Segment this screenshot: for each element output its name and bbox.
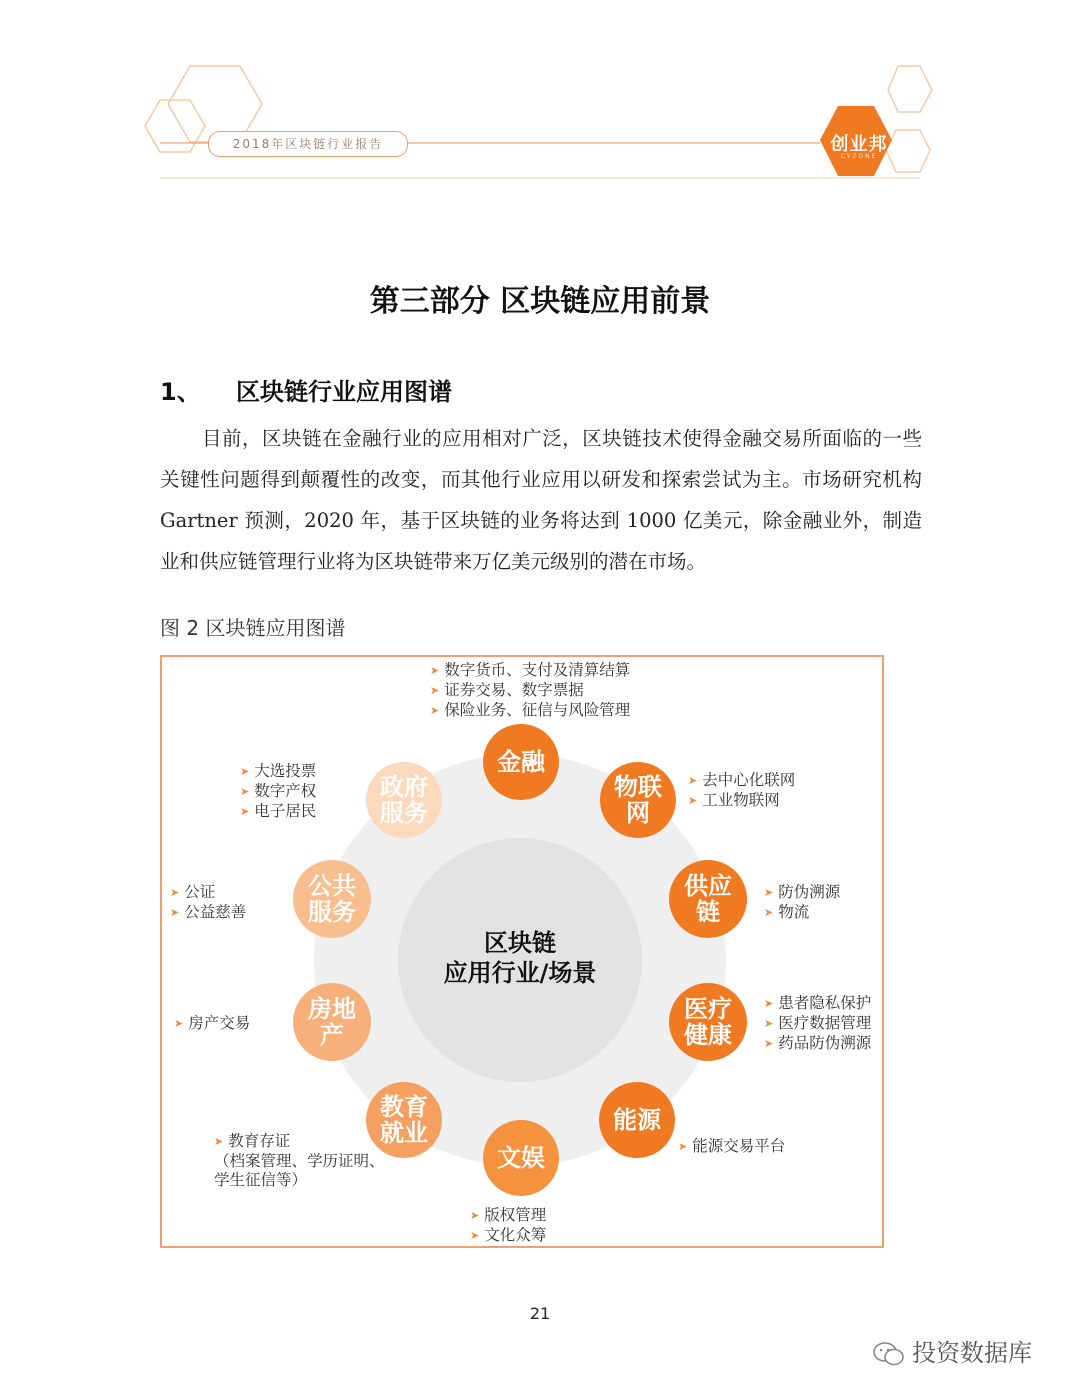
bullet-text: 患者隐私保护 bbox=[778, 994, 872, 1012]
bullet-item bbox=[170, 883, 246, 903]
node-supply bbox=[669, 860, 747, 938]
bullet-text: 电子居民 bbox=[254, 802, 317, 820]
body-paragraph: 目前，区块链在金融行业的应用相对广泛，区块链技术使得金融交易所面临的一些关键性问题得到颠覆性的改变，而其他行业应用以研发和探索尝试为主。市场研究机构 Gartner 预测，2020 年，基于区块链的业务将达到 1000 亿美元，除金融业外，制造业和供应链管理行业将为区块链带来万亿美元级别的潜在市场。 bbox=[160, 427, 922, 573]
bullet-text: 公益慈善 bbox=[184, 903, 247, 921]
arrow-bullet-icon: ➤ bbox=[764, 1017, 774, 1030]
node-label-line1: 供应 bbox=[684, 872, 732, 900]
node-label-line2: 服务 bbox=[380, 799, 428, 827]
node-finance bbox=[483, 724, 559, 800]
node-label-line1: 金融 bbox=[497, 748, 545, 776]
arrow-bullet-icon: ➤ bbox=[764, 1037, 774, 1050]
node-label-line2: 网 bbox=[626, 799, 650, 827]
bullet-list-education bbox=[214, 1132, 385, 1190]
bullet-list-iot bbox=[688, 771, 795, 811]
node-public bbox=[293, 860, 371, 938]
section-title: 区块链行业应用图谱 bbox=[236, 378, 452, 406]
node-health bbox=[669, 983, 747, 1061]
node-realestate bbox=[293, 983, 371, 1061]
bullet-text: 物流 bbox=[778, 903, 810, 921]
arrow-bullet-icon: ➤ bbox=[470, 1229, 480, 1242]
bullet-list-finance bbox=[430, 661, 630, 721]
bullet-item bbox=[764, 883, 840, 903]
arrow-bullet-icon: ➤ bbox=[170, 906, 180, 919]
bullet-item bbox=[688, 771, 795, 791]
bullet-item bbox=[430, 701, 630, 721]
bullet-list-health bbox=[764, 994, 871, 1054]
arrow-bullet-icon: ➤ bbox=[678, 1140, 688, 1153]
bullet-item bbox=[240, 762, 316, 782]
node-culture bbox=[483, 1120, 559, 1196]
bullet-list-supply bbox=[764, 883, 840, 923]
bullet-list-culture bbox=[470, 1206, 546, 1246]
bullet-item bbox=[764, 903, 840, 923]
bullet-text: 医疗数据管理 bbox=[778, 1014, 872, 1032]
bullet-text: 教育存证 bbox=[228, 1132, 291, 1150]
center-line-1: 区块链 bbox=[484, 929, 556, 957]
bullet-item bbox=[214, 1132, 385, 1152]
bullet-text: 能源交易平台 bbox=[692, 1137, 786, 1155]
bullet-item bbox=[688, 791, 795, 811]
arrow-bullet-icon: ➤ bbox=[764, 906, 774, 919]
bullet-list-government bbox=[240, 762, 316, 822]
node-label-line1: 政府 bbox=[380, 773, 428, 801]
bullet-item bbox=[430, 661, 630, 681]
bullet-item bbox=[764, 994, 871, 1014]
arrow-bullet-icon: ➤ bbox=[240, 765, 250, 778]
node-energy bbox=[599, 1082, 675, 1158]
node-label-line1: 房地 bbox=[308, 995, 356, 1023]
node-label-line2: 链 bbox=[696, 898, 720, 926]
arrow-bullet-icon: ➤ bbox=[170, 886, 180, 899]
node-label-line2: 服务 bbox=[308, 898, 356, 926]
bullet-text: 房产交易 bbox=[188, 1014, 251, 1032]
bullet-text: 数字货币、支付及清算结算 bbox=[444, 661, 631, 679]
arrow-bullet-icon: ➤ bbox=[174, 1017, 184, 1030]
node-label-line2: 就业 bbox=[380, 1119, 428, 1147]
section-number: 1、 bbox=[160, 378, 201, 406]
brand-logo: 创业邦 bbox=[830, 134, 888, 155]
node-iot bbox=[600, 762, 676, 838]
bullet-text: 大选投票 bbox=[254, 762, 317, 780]
watermark bbox=[872, 1333, 1032, 1368]
node-label-line1: 文娱 bbox=[497, 1144, 545, 1172]
bullet-text: 防伪溯源 bbox=[778, 883, 841, 901]
bullet-text: 工业物联网 bbox=[702, 791, 780, 809]
arrow-bullet-icon: ➤ bbox=[214, 1135, 224, 1148]
bullet-item bbox=[764, 1014, 871, 1034]
bullet-text: 保险业务、征信与风险管理 bbox=[444, 701, 631, 719]
node-label-line1: 公共 bbox=[308, 872, 356, 900]
bullet-item bbox=[240, 802, 316, 822]
bullet-item bbox=[470, 1226, 546, 1246]
bullet-item bbox=[470, 1206, 546, 1226]
arrow-bullet-icon: ➤ bbox=[430, 664, 440, 677]
bullet-item bbox=[214, 1152, 385, 1171]
bullet-list-energy bbox=[678, 1137, 785, 1157]
arrow-bullet-icon: ➤ bbox=[470, 1209, 480, 1222]
node-label-line1: 医疗 bbox=[684, 995, 732, 1023]
brand-subtitle: CYZONE bbox=[840, 153, 878, 160]
node-label-line2: 健康 bbox=[684, 1021, 732, 1049]
chapter-title: 第三部分 区块链应用前景 bbox=[369, 284, 711, 319]
bullet-text: 数字产权 bbox=[254, 782, 317, 800]
bullet-text: 药品防伪溯源 bbox=[778, 1034, 872, 1052]
arrow-bullet-icon: ➤ bbox=[688, 794, 698, 807]
arrow-bullet-icon: ➤ bbox=[688, 774, 698, 787]
arrow-bullet-icon: ➤ bbox=[764, 997, 774, 1010]
watermark-text: 投资数据库 bbox=[912, 1339, 1032, 1367]
bullet-item bbox=[170, 903, 246, 923]
report-tag: 2018年区块链行业报告 bbox=[208, 131, 408, 157]
bullet-text: 证券交易、数字票据 bbox=[444, 681, 584, 699]
bullet-text: 版权管理 bbox=[484, 1206, 547, 1224]
page-number: 21 bbox=[529, 1304, 551, 1323]
bullet-text: 学生征信等） bbox=[214, 1171, 308, 1189]
bullet-list-public bbox=[170, 883, 246, 923]
node-label-line1: 教育 bbox=[380, 1093, 428, 1121]
bullet-text: 去中心化联网 bbox=[702, 771, 796, 789]
figure-caption: 图 2 区块链应用图谱 bbox=[160, 616, 346, 640]
bullet-item bbox=[430, 681, 630, 701]
bullet-list-realestate bbox=[174, 1014, 250, 1034]
arrow-bullet-icon: ➤ bbox=[240, 785, 250, 798]
center-line-2: 应用行业/场景 bbox=[443, 959, 597, 987]
arrow-bullet-icon: ➤ bbox=[240, 805, 250, 818]
diagram-center-label bbox=[400, 928, 640, 988]
bullet-item bbox=[174, 1014, 250, 1034]
wechat-icon bbox=[872, 1340, 906, 1368]
node-label-line1: 物联 bbox=[614, 773, 662, 801]
bullet-text: 文化众筹 bbox=[484, 1226, 547, 1244]
node-label-line1: 能源 bbox=[613, 1106, 661, 1134]
bullet-item bbox=[764, 1034, 871, 1054]
bullet-text: （档案管理、学历证明、 bbox=[214, 1152, 385, 1170]
bullet-text: 公证 bbox=[184, 883, 216, 901]
arrow-bullet-icon: ➤ bbox=[430, 684, 440, 697]
node-label-line2: 产 bbox=[320, 1021, 344, 1049]
bullet-item bbox=[214, 1171, 385, 1190]
arrow-bullet-icon: ➤ bbox=[764, 886, 774, 899]
bullet-item bbox=[678, 1137, 785, 1157]
node-government bbox=[366, 762, 442, 838]
bullet-item bbox=[240, 782, 316, 802]
arrow-bullet-icon: ➤ bbox=[430, 704, 440, 717]
